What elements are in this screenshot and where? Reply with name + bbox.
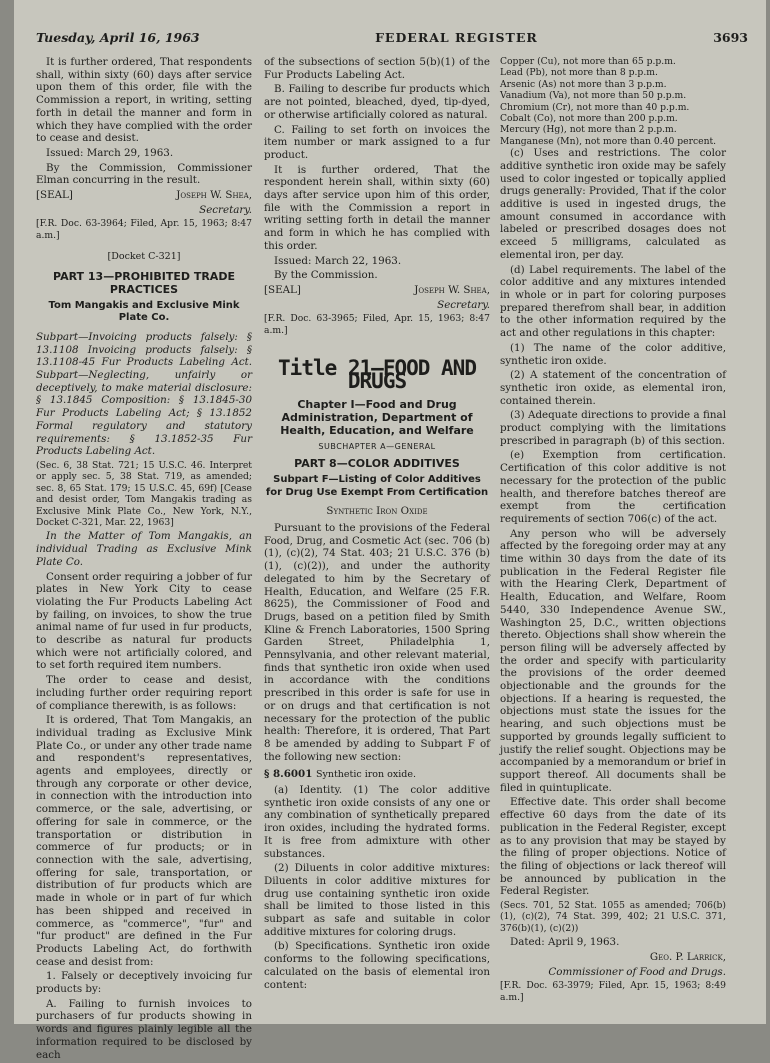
paragraph: (d) Label requirements. The label of the color additive and any mixtures intended in whole or in part for coloring purposes prepared therefrom shall bear, in addition to the other information required by the act and other regulations in this chapter: xyxy=(500,263,726,340)
subpart-list: Subpart—Invoicing products falsely: § 13.1108 Invoicing products falsely: § 13.1108-45 Fur Products Labeling Act. Subpart—Neglecting, unfairly or deceptively, to make material disclosure: § 13.1845 Composition: § 13.1845-30 Fur Products Labeling Act; § 13.1852 Formal regulatory and statutory requirements: § 13.1852-35 Fur Products Labeling Act. xyxy=(36,330,252,458)
subpart-heading: Subpart F—Listing of Color Additives for Drug Use Exempt From Certification xyxy=(265,474,489,498)
paragraph: A. Failing to furnish invoices to purchasers of fur products showing in words and figures plainly legible all the information required to be disclosed by each xyxy=(36,997,252,1061)
spec-item: Lead (Pb), not more than 8 p.p.m. xyxy=(500,67,658,79)
paragraph: (c) Uses and restrictions. The color additive synthetic iron oxide may be safely used to color ingested or topically applied drugs generally: Provided, That if the color additive is used in ingested drugs, the amount consumed in accordance with labeled or prescribed dosages does not exceed 5 milligrams, calculated as elemental iron, per day. xyxy=(500,147,726,261)
spec-item: Mercury (Hg), not more than 2 p.p.m. xyxy=(500,124,677,136)
document-page xyxy=(14,0,766,1061)
filing-note: [F.R. Doc. 63-3979; Filed, Apr. 15, 1963; 8:49 a.m.] xyxy=(500,980,726,1003)
paragraph: C. Failing to set forth on invoices the item number or mark assigned to a fur product. xyxy=(264,123,490,161)
paragraph: Effective date. This order shall become effective 60 days from the date of its publication in the Federal Register, except as to any provision that may be stayed by the filing of proper objections. Notice of the filing of objections or lack thereof will be announced by publication in the Federal Register. xyxy=(500,796,726,898)
paragraph: 1. Falsely or deceptively invoicing fur products by: xyxy=(36,970,252,996)
section-caption: Synthetic Iron Oxide xyxy=(326,505,428,518)
spec-item: Chromium (Cr), not more than 40 p.p.m. xyxy=(500,101,690,113)
column-2 xyxy=(264,56,490,993)
paragraph: It is ordered, That Tom Mangakis, an individual trading as Exclusive Mink Plate Co., or under any other trade name and respondent's representatives, agents and employees, directly or through any corporate or other device, in connection with the introduction into commerce, or the sale, advertising, or offering for sale in commerce, or the transportation or distribution in commerce of fur products; or in connection with the sale, advertising, offering for sale, transportation, or distribution of fur products which are made in whole or in part of fur which has been shipped and received in commerce, as "commerce", "fur" and "fur product" are defined in the Fur Products Labeling Act, do forthwith cease and desist from: xyxy=(36,714,252,968)
paragraph: Consent order requiring a jobber of fur plates in New York City to cease violating the Fur Products Labeling Act by failing, on invoices, to show the true animal name of fur used in fur products, to describe as natural fur products which were not artificially colored, and to set forth required item numbers. xyxy=(36,570,252,672)
section-heading xyxy=(264,768,490,782)
paragraph: (2) A statement of the concentration of synthetic iron oxide, as elemental iron, contained therein. xyxy=(500,369,726,407)
page-header xyxy=(36,30,748,50)
seal-mark: [SEAL] xyxy=(264,283,301,296)
paragraph: By the Commission. xyxy=(274,269,378,282)
spec-item: Cobalt (Co), not more than 200 p.p.m. xyxy=(500,113,678,125)
signatory-title: Secretary. xyxy=(437,298,490,311)
title-heading: Title 21—FOOD AND DRUGS xyxy=(278,356,476,393)
paragraph: (a) Identity. (1) The color additive synthetic iron oxide consists of any one or any combination of synthetically prepared iron oxides, including the hydrated forms. It is free from admixture with other substances. xyxy=(264,784,490,860)
issued-date: Issued: March 22, 1963. xyxy=(274,254,402,267)
part-heading: PART 13—PROHIBITED TRADE PRACTICES xyxy=(53,269,235,296)
paragraph: It is further ordered, That the respondent herein shall, within sixty (60) days after service upon him of this order, file with the Commission a report in writing setting forth in detail the manner and form in which he has complied with this order. xyxy=(264,163,490,252)
paragraph: By the Commission, Commissioner Elman concurring in the result. xyxy=(36,161,252,187)
subchapter-heading: SUBCHAPTER A—GENERAL xyxy=(318,441,436,451)
page-number: 3693 xyxy=(713,30,748,45)
column-1 xyxy=(36,56,252,1063)
paragraph: B. Failing to describe fur products which are not pointed, bleached, dyed, tip-dyed, or otherwise artificially colored as natural. xyxy=(264,83,490,121)
section-number: § 8.6001 xyxy=(264,768,313,781)
paragraph: of the subsections of section 5(b)(1) of the Fur Products Labeling Act. xyxy=(264,56,490,81)
issued-date: Issued: March 29, 1963. xyxy=(46,146,174,159)
issue-date: Tuesday, April 16, 1963 xyxy=(36,30,200,45)
paragraph: (1) The name of the color additive, synthetic iron oxide. xyxy=(500,341,726,367)
publication-title: FEDERAL REGISTER xyxy=(375,30,538,45)
signatory-name: Joseph W. Shea, xyxy=(414,283,490,296)
signatory-name: Joseph W. Shea, xyxy=(176,189,252,202)
part-heading: PART 8—COLOR ADDITIVES xyxy=(294,457,460,471)
signatory-title: Secretary. xyxy=(199,203,252,216)
paragraph: (e) Exemption from certification. Certification of this color additive is not necessary for the protection of the public health, and therefore batches thereof are exempt from the certification requirements of section 706(c) of the act. xyxy=(500,449,726,525)
filing-note: [F.R. Doc. 63-3964; Filed, Apr. 15, 1963; 8:47 a.m.] xyxy=(36,218,252,241)
spec-item: Manganese (Mn), not more than 0.40 percent. xyxy=(500,135,717,147)
paragraph: The order to cease and desist, including further order requiring report of compliance therewith, is as follows: xyxy=(36,674,252,712)
spec-list xyxy=(500,56,726,147)
dated: Dated: April 9, 1963. xyxy=(510,936,620,949)
docket-number: [Docket C-321] xyxy=(107,251,181,263)
matter-caption: In the Matter of Tom Mangakis, an individual Trading as Exclusive Mink Plate Co. xyxy=(36,530,252,568)
filing-note: [F.R. Doc. 63-3965; Filed, Apr. 15, 1963; 8:47 a.m.] xyxy=(264,313,490,336)
seal-mark: [SEAL] xyxy=(36,189,73,202)
section-title: Synthetic iron oxide. xyxy=(315,769,417,781)
signatory-name: Geo. P. Larrick, xyxy=(649,950,726,963)
paragraph: It is further ordered, That respondents shall, within sixty (60) days after service upon them of this order, file with the Commission a report, in writing, setting forth in detail the manner and form in which they have complied with the order to cease and desist. xyxy=(36,56,252,145)
paragraph: (3) Adequate directions to provide a final product complying with the limitations prescribed in paragraph (b) of this section. xyxy=(500,409,726,447)
signatory-title: Commissioner of Food and Drugs. xyxy=(548,965,726,978)
paragraph: (b) Specifications. Synthetic iron oxide conforms to the following specifications, calculated on the basis of elemental iron content: xyxy=(264,940,490,991)
column-3 xyxy=(500,56,726,1005)
case-heading: Tom Mangakis and Exclusive Mink Plate Co. xyxy=(48,299,240,324)
spec-item: Arsenic (As) not more than 3 p.p.m. xyxy=(500,78,667,90)
signature-block xyxy=(264,284,490,297)
paragraph: Any person who will be adversely affected by the foregoing order may at any time within 30 days from the date of its publication in the Federal Register file with the Hearing Clerk, Department of Health, Education, and Welfare, Room 5440, 330 Independence Avenue SW., Washington 25, D.C., written objections thereto. Objections shall show wherein the person filing will be adversely affected by the order and specify with particularity the provisions of the order deemed objectionable and the grounds for the objections. If a hearing is requested, the objections must state the issues for the hearing, and such objections must be supported by grounds legally sufficient to justify the relief sought. Objections may be accompanied by a memorandum or brief in support thereof. All documents shall be filed in quintuplicate. xyxy=(500,527,726,794)
chapter-heading: Chapter I—Food and Drug Administration, Department of Health, Education, and Welfare xyxy=(280,397,474,437)
signature-block xyxy=(36,189,252,202)
citation: (Secs. 701, 52 Stat. 1055 as amended; 706(b)(1), (c)(2), 74 Stat. 399, 402; 21 U.S.C. 371, 376(b)(1), (c)(2)) xyxy=(500,900,726,934)
paragraph: Pursuant to the provisions of the Federal Food, Drug, and Cosmetic Act (sec. 706 (b)(1), (c)(2), 74 Stat. 403; 21 U.S.C. 376 (b)(1), (c)(2)), and under the authority delegated to him by the Secretary of Health, Education, and Welfare (25 F.R. 8625), the Commissioner of Food and Drugs, based on a petition filed by Smith Kline & French Laboratories, 1500 Spring Garden Street, Philadelphia 1, Pennsylvania, and other relevant material, finds that synthetic iron oxide when used in accordance with the conditions prescribed in this order is safe for use in or on drugs and that certification is not necessary for the protection of the public health: Therefore, it is ordered, That Part 8 be amended by adding to Subpart F of the following new section: xyxy=(264,521,490,763)
paragraph: (2) Diluents in color additive mixtures: Diluents in color additive mixtures for drug use containing synthetic iron oxide shall be limited to those listed in this subpart as safe and suitable in color additive mixtures for coloring drugs. xyxy=(264,862,490,938)
spec-item: Copper (Cu), not more than 65 p.p.m. xyxy=(500,56,676,67)
citation: (Sec. 6, 38 Stat. 721; 15 U.S.C. 46. Interpret or apply sec. 5, 38 Stat. 719, as amended; sec. 8, 65 Stat. 179; 15 U.S.C. 45, 69f) [Cease and desist order, Tom Mangakis trading as Exclusive Mink Plate Co., New York, N.Y., Docket C-321, Mar. 22, 1963] xyxy=(36,459,252,529)
spec-item: Vanadium (Va), not more than 50 p.p.m. xyxy=(500,90,687,102)
